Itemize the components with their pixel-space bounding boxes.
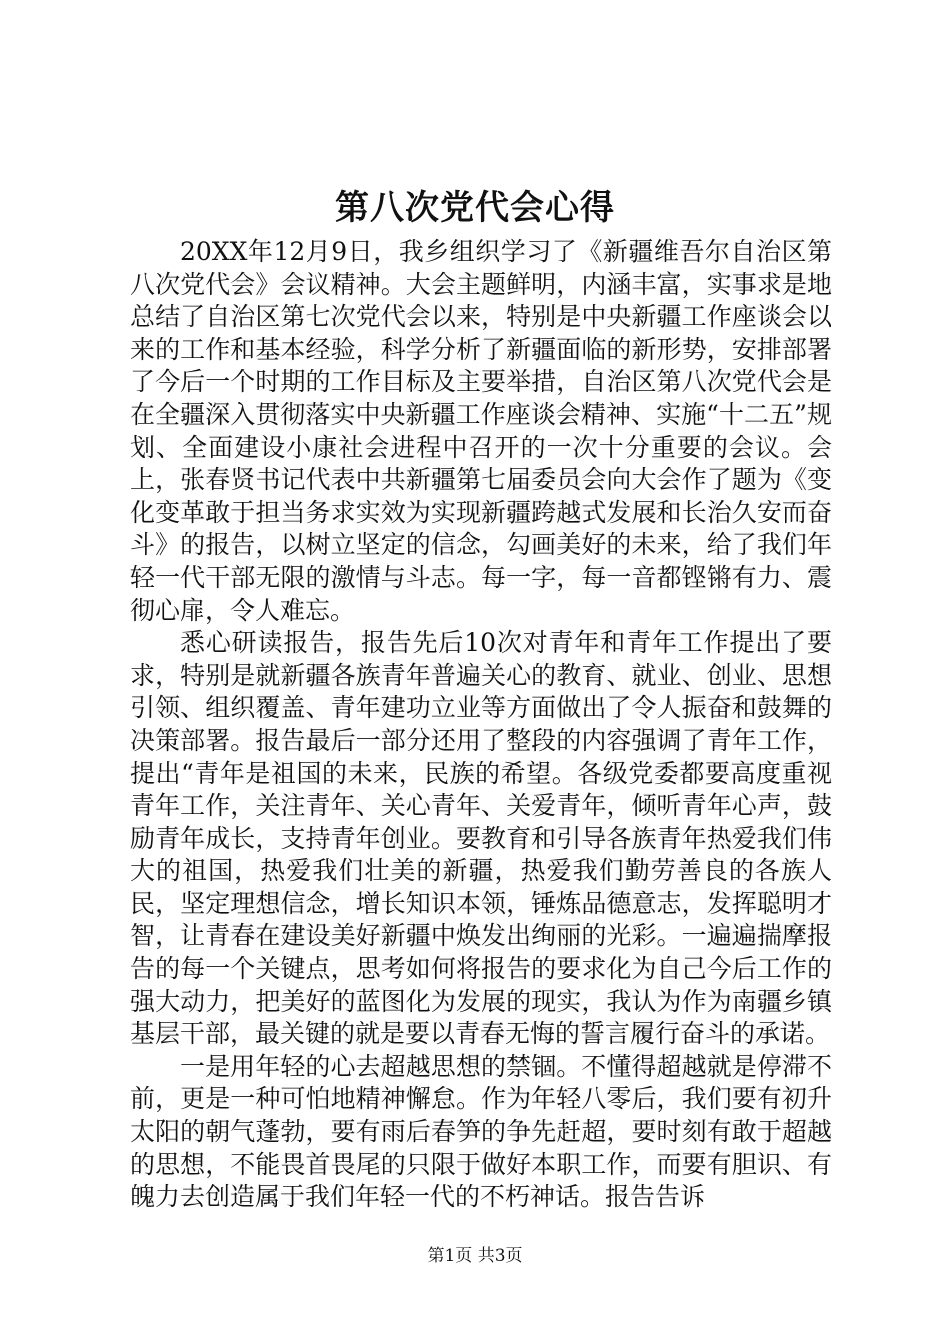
- document-body: [130, 236, 832, 1214]
- document-title: 第八次党代会心得: [335, 188, 615, 228]
- page-footer: 第1页 共3页: [427, 1246, 523, 1266]
- paragraph-3: 一是用年轻的心去超越思想的禁锢。不懂得超越就是停滞不前，更是一种可怕地精神懈怠。作为年轻八零后，我们要有初升太阳的朝气蓬勃，要有雨后春笋的争先赶超，要时刻有敢于超越的思想，不能畏首畏尾的只限于做好本职工作，而要有胆识、有魄力去创造属于我们年轻一代的不朽神话。报告告诉: [130, 1051, 832, 1212]
- paragraph-1: 20XX年12月9日，我乡组织学习了《新疆维吾尔自治区第八次党代会》会议精神。大会主题鲜明，内涵丰富，实事求是地总结了自治区第七次党代会以来，特别是中央新疆工作座谈会以来的工作和基本经验，科学分析了新疆面临的新形势，安排部署了今后一个时期的工作目标及主要举措，自治区第八次党代会是在全疆深入贯彻落实中央新疆工作座谈会精神、实施“十二五”规划、全面建设小康社会进程中召开的一次十分重要的会议。会上，张春贤书记代表中共新疆第七届委员会向大会作了题为《变化变革敢于担当务求实效为实现新疆跨越式发展和长治久安而奋斗》的报告，以树立坚定的信念，勾画美好的未来，给了我们年轻一代干部无限的激情与斗志。每一字，每一音都铿锵有力、震彻心扉，令人难忘。: [130, 237, 832, 625]
- paragraph-2: 悉心研读报告，报告先后10次对青年和青年工作提出了要求，特别是就新疆各族青年普遍关心的教育、就业、创业、思想引领、组织覆盖、青年建功立业等方面做出了令人振奋和鼓舞的决策部署。报告最后一部分还用了整段的内容强调了青年工作，提出“青年是祖国的未来，民族的希望。各级党委都要高度重视青年工作，关注青年、关心青年、关爱青年，倾听青年心声，鼓励青年成长，支持青年创业。要教育和引导各族青年热爱我们伟大的祖国，热爱我们壮美的新疆，热爱我们勤劳善良的各族人民，坚定理想信念，增长知识本领，锤炼品德意志，发挥聪明才智，让青春在建设美好新疆中焕发出绚丽的光彩。一遍遍揣摩报告的每一个关键点，思考如何将报告的要求化为自己今后工作的强大动力，把美好的蓝图化为发展的现实，我认为作为南疆乡镇基层干部，最关键的就是要以青春无悔的誓言履行奋斗的承诺。: [130, 628, 832, 1049]
